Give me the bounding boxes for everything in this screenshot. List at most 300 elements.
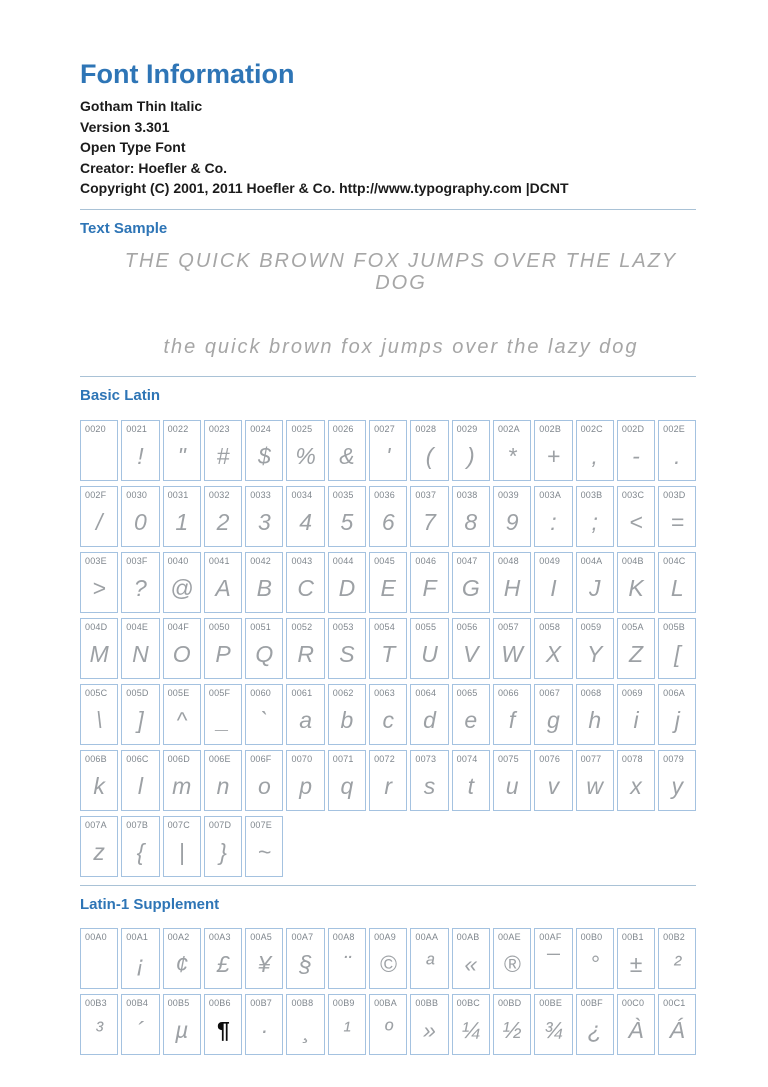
char-code: 005C [85,687,108,698]
char-code: 004A [580,555,603,566]
char-cell-00AF [534,928,572,989]
char-code: 00A1 [126,931,149,942]
char-code: 006C [126,753,149,764]
char-glyph: g [547,706,560,733]
latin1-supplement-char-table [80,928,696,1055]
char-cell-004F [163,618,201,679]
char-cell-0032 [204,486,242,547]
char-code: 00B4 [126,997,149,1008]
char-glyph: j [674,706,680,733]
char-glyph: ¥ [257,950,271,977]
char-cell-0056 [452,618,490,679]
char-code: 0063 [374,687,395,698]
char-code: 0032 [208,489,230,500]
char-cell-00A2 [163,928,201,989]
char-cell-003A [534,486,572,547]
char-glyph: t [467,772,475,799]
char-code: 0069 [621,687,643,698]
font-meta [80,96,696,199]
char-cell-002E [658,420,696,481]
char-glyph: ~ [257,838,272,865]
char-code: 0048 [497,555,519,566]
char-cell-00B5 [163,994,201,1055]
char-code: 0051 [250,621,272,632]
char-cell-00BF [576,994,614,1055]
char-cell-00B3 [80,994,118,1055]
char-code: 0052 [291,621,313,632]
char-glyph: 1 [175,508,189,535]
char-cell-003F [121,552,159,613]
char-code: 0060 [250,687,272,698]
char-code: 00A7 [291,931,314,942]
char-cell-004A [576,552,614,613]
char-glyph: 0 [134,508,147,535]
char-code: 0056 [456,621,478,632]
char-glyph: © [379,950,397,977]
char-cell-00BD [493,994,531,1055]
char-glyph: Á [669,1016,685,1043]
char-glyph: 7 [423,508,436,535]
char-glyph: F [422,574,437,601]
char-row [80,684,696,745]
char-glyph: ] [137,706,144,733]
char-code: 00BE [539,997,563,1008]
char-glyph: Q [255,640,274,667]
char-cell-005B [658,618,696,679]
char-glyph: B [256,574,272,601]
section-divider [80,209,696,210]
char-glyph: v [547,772,560,799]
char-cell-0059 [576,618,614,679]
char-row [80,994,696,1055]
char-code: 0030 [126,489,148,500]
char-cell-003E [80,552,118,613]
char-glyph: G [461,574,480,601]
char-cell-0063 [369,684,407,745]
char-code: 00B3 [85,997,107,1008]
char-cell-0043 [286,552,324,613]
char-glyph: w [586,772,604,799]
char-glyph: $ [257,442,271,469]
char-glyph: L [670,574,684,601]
char-code: 0053 [332,621,354,632]
char-cell-0020 [80,420,118,481]
char-code: 00B9 [332,997,355,1008]
char-code: 007E [250,819,273,830]
char-glyph: T [381,640,396,667]
char-glyph: ` [260,706,269,733]
char-glyph: Z [628,640,644,667]
char-glyph: ª [425,950,434,977]
text-sample-uppercase: THE QUICK BROWN FOX JUMPS OVER THE LAZY DOG [124,249,678,294]
section-divider [80,885,696,886]
char-glyph: W [501,640,523,667]
char-glyph: ( [425,442,434,469]
char-cell-006B [80,750,118,811]
char-cell-0067 [534,684,572,745]
char-code: 007D [208,819,232,830]
char-cell-0078 [617,750,655,811]
char-code: 002C [580,423,603,434]
char-cell-005C [80,684,118,745]
char-cell-0038 [452,486,490,547]
char-code: 002A [497,423,520,434]
char-cell-005E [163,684,201,745]
char-cell-0079 [658,750,696,811]
char-code: 0055 [415,621,437,632]
char-glyph: 9 [505,508,519,535]
char-code: 005A [621,621,644,632]
char-code: 00C0 [621,997,645,1008]
char-cell-004D [80,618,118,679]
char-cell-0058 [534,618,572,679]
char-code: 0035 [332,489,354,500]
char-cell-00C1 [658,994,696,1055]
char-cell-007C [163,816,201,877]
char-glyph: } [219,838,227,865]
char-glyph: { [136,838,145,865]
char-cell-00A0 [80,928,118,989]
char-code: 0066 [497,687,519,698]
char-cell-002B [534,420,572,481]
char-glyph: C [297,574,314,601]
char-code: 005F [208,687,231,698]
char-glyph: « [464,950,478,977]
char-code: 0058 [539,621,561,632]
char-glyph: f [508,706,516,733]
char-glyph: p [299,772,313,799]
char-code: 0050 [208,621,230,632]
char-glyph: £ [216,950,230,977]
char-code: 0044 [332,555,354,566]
char-cell-0049 [534,552,572,613]
char-row [80,816,696,877]
char-glyph: ' [386,442,391,469]
char-cell-0053 [328,618,366,679]
char-glyph: k [93,772,105,799]
char-glyph: ® [503,950,521,977]
char-glyph: . [674,442,681,469]
char-glyph: r [384,772,393,799]
char-cell-0036 [369,486,407,547]
char-cell-0051 [245,618,283,679]
char-glyph: ^ [176,706,188,733]
char-glyph: l [137,772,143,799]
char-code: 00A8 [332,931,355,942]
char-cell-0041 [204,552,242,613]
char-code: 00B7 [250,997,273,1008]
char-cell-0035 [328,486,366,547]
char-cell-0052 [286,618,324,679]
char-glyph: a [299,706,313,733]
char-cell-0042 [245,552,283,613]
char-code: 0042 [250,555,272,566]
char-cell-0033 [245,486,283,547]
char-cell-00BE [534,994,572,1055]
char-glyph: = [670,508,685,535]
char-code: 0047 [456,555,478,566]
char-cell-0074 [452,750,490,811]
char-glyph: < [629,508,643,535]
char-cell-0062 [328,684,366,745]
char-glyph: 5 [340,508,354,535]
char-row [80,552,696,613]
char-glyph: S [339,640,355,667]
char-glyph: ! [137,442,144,469]
char-glyph: o [257,772,271,799]
char-cell-0045 [369,552,407,613]
char-glyph: ) [466,442,475,469]
char-glyph: b [340,706,354,733]
char-glyph: x [630,772,642,799]
char-code: 00A3 [208,931,231,942]
char-glyph: : [550,508,557,535]
char-glyph: E [380,574,396,601]
char-code: 0078 [621,753,643,764]
char-code: 0079 [663,753,684,764]
char-code: 006D [167,753,190,764]
char-glyph: ¢ [175,950,189,977]
char-code: 007A [85,819,107,830]
char-cell-0027 [369,420,407,481]
char-cell-00A8 [328,928,366,989]
char-cell-0070 [286,750,324,811]
char-code: 0040 [167,555,189,566]
char-cell-002C [576,420,614,481]
char-cell-00A1 [121,928,159,989]
char-cell-0040 [163,552,201,613]
char-glyph: O [172,640,191,667]
char-code: 0027 [374,423,395,434]
char-code: 0065 [456,687,478,698]
char-cell-0073 [410,750,448,811]
char-cell-006F [245,750,283,811]
char-code: 00BA [374,997,397,1008]
char-cell-002A [493,420,531,481]
char-glyph: ² [673,950,682,977]
char-cell-0075 [493,750,531,811]
char-code: 0020 [85,423,106,434]
char-cell-00BB [410,994,448,1055]
char-glyph: d [423,706,436,733]
char-code: 0041 [208,555,230,566]
char-cell-005D [121,684,159,745]
char-code: 0068 [580,687,602,698]
char-cell-002F [80,486,118,547]
char-glyph: X [545,640,562,667]
section-divider [80,376,696,377]
char-cell-0021 [121,420,159,481]
char-code: 0037 [415,489,437,500]
char-glyph: | [178,838,185,865]
section-heading-text-sample: Text Sample [80,219,168,237]
char-glyph: ¹ [343,1016,351,1043]
char-cell-0034 [286,486,324,547]
char-code: 0043 [291,555,313,566]
char-glyph: z [93,838,105,865]
char-cell-00AE [493,928,531,989]
char-glyph: ± [629,950,643,977]
char-cell-0026 [328,420,366,481]
char-glyph: " [177,442,186,469]
char-glyph: n [216,772,230,799]
char-cell-0071 [328,750,366,811]
char-cell-00A7 [286,928,324,989]
char-row [80,618,696,679]
char-code: 0034 [291,489,313,500]
char-cell-002D [617,420,655,481]
char-glyph: H [503,574,521,601]
char-code: 0031 [167,489,189,500]
char-glyph: 4 [299,508,313,535]
char-code: 0064 [415,687,437,698]
char-glyph: V [463,640,479,667]
char-code: 0061 [291,687,313,698]
char-cell-0024 [245,420,283,481]
char-code: 003C [621,489,645,500]
char-code: 0039 [497,489,519,500]
char-code: 003D [663,489,686,500]
char-row [80,420,696,481]
char-cell-00AB [452,928,490,989]
char-glyph: ° [590,950,600,977]
char-cell-00B6 [204,994,242,1055]
char-cell-0057 [493,618,531,679]
char-cell-0050 [204,618,242,679]
char-code: 00BF [580,997,603,1008]
char-code: 0070 [291,753,313,764]
char-code: 00AF [539,931,562,942]
char-cell-0028 [410,420,448,481]
char-cell-00B2 [658,928,696,989]
char-cell-003D [658,486,696,547]
char-glyph [81,943,117,985]
char-cell-00BC [452,994,490,1055]
char-code: 005E [167,687,190,698]
char-glyph: + [546,442,561,469]
char-code: 005D [126,687,149,698]
char-cell-007B [121,816,159,877]
char-code: 003B [580,489,603,500]
char-code: 00A0 [85,931,107,942]
char-glyph: ¶ [216,1016,230,1043]
char-row [80,486,696,547]
char-cell-007A [80,816,118,877]
char-glyph: º [384,1016,393,1043]
char-code: 00AB [456,931,480,942]
char-code: 0046 [415,555,437,566]
char-glyph: 3 [257,508,271,535]
char-cell-00B4 [121,994,159,1055]
char-cell-005F [204,684,242,745]
char-glyph: · [260,1016,269,1043]
char-cell-0044 [328,552,366,613]
char-cell-0048 [493,552,531,613]
char-code: 005B [663,621,685,632]
char-code: 00B8 [291,997,314,1008]
char-glyph: ¿ [587,1016,602,1043]
section-heading-basic-latin: Basic Latin [80,386,161,404]
char-cell-0025 [286,420,324,481]
char-glyph: P [215,640,231,667]
char-cell-007D [204,816,242,877]
char-glyph: Y [587,640,603,667]
char-glyph: c [382,706,394,733]
font-name: Gotham Thin Italic [80,98,203,114]
char-cell-003C [617,486,655,547]
char-code: 0071 [332,753,354,764]
char-glyph: ³ [95,1016,103,1043]
char-glyph: I [550,574,557,601]
char-code: 004C [663,555,686,566]
char-code: 00AA [415,931,439,942]
char-cell-0064 [410,684,448,745]
char-cell-007E [245,816,283,877]
char-code: 0029 [456,423,478,434]
char-glyph: @ [170,574,194,601]
char-code: 006F [250,753,272,764]
char-code: 0076 [539,753,561,764]
char-glyph: ¼ [461,1016,481,1043]
font-copyright: Copyright (C) 2001, 2011 Hoefler & Co. http://www.typography.com |DCNT [80,180,569,196]
char-cell-0077 [576,750,614,811]
char-cell-0022 [163,420,201,481]
char-code: 0077 [580,753,602,764]
font-type: Open Type Font [80,139,186,155]
char-code: 0049 [539,555,561,566]
char-glyph: m [172,772,192,799]
char-cell-00B0 [576,928,614,989]
char-glyph: > [92,574,106,601]
char-glyph: 6 [381,508,395,535]
char-cell-00A3 [204,928,242,989]
char-glyph: / [95,508,103,535]
char-code: 0028 [415,423,437,434]
char-cell-0066 [493,684,531,745]
char-cell-0068 [576,684,614,745]
char-code: 00AE [497,931,521,942]
char-cell-00BA [369,994,407,1055]
char-cell-006A [658,684,696,745]
char-glyph: µ [175,1016,189,1043]
char-cell-00B8 [286,994,324,1055]
char-code: 0074 [456,753,478,764]
char-glyph: § [299,950,313,977]
char-code: 0059 [580,621,602,632]
char-cell-0054 [369,618,407,679]
char-glyph: ? [134,574,147,601]
char-code: 0023 [208,423,230,434]
char-code: 0021 [126,423,148,434]
char-glyph: ¡ [136,950,145,977]
font-version: Version 3.301 [80,118,170,135]
char-code: 002E [663,423,685,434]
font-creator: Creator: Hoefler & Co. [80,159,228,176]
char-cell-0069 [617,684,655,745]
char-code: 0038 [456,489,478,500]
char-code: 0073 [415,753,437,764]
char-glyph: i [633,706,639,733]
char-code: 003A [539,489,562,500]
char-glyph: [ [674,640,681,667]
char-glyph: * [507,442,517,469]
char-cell-0039 [493,486,531,547]
char-glyph: , [591,442,598,469]
char-glyph: % [295,442,316,469]
char-cell-00C0 [617,994,655,1055]
char-code: 0067 [539,687,561,698]
char-code: 006E [208,753,231,764]
